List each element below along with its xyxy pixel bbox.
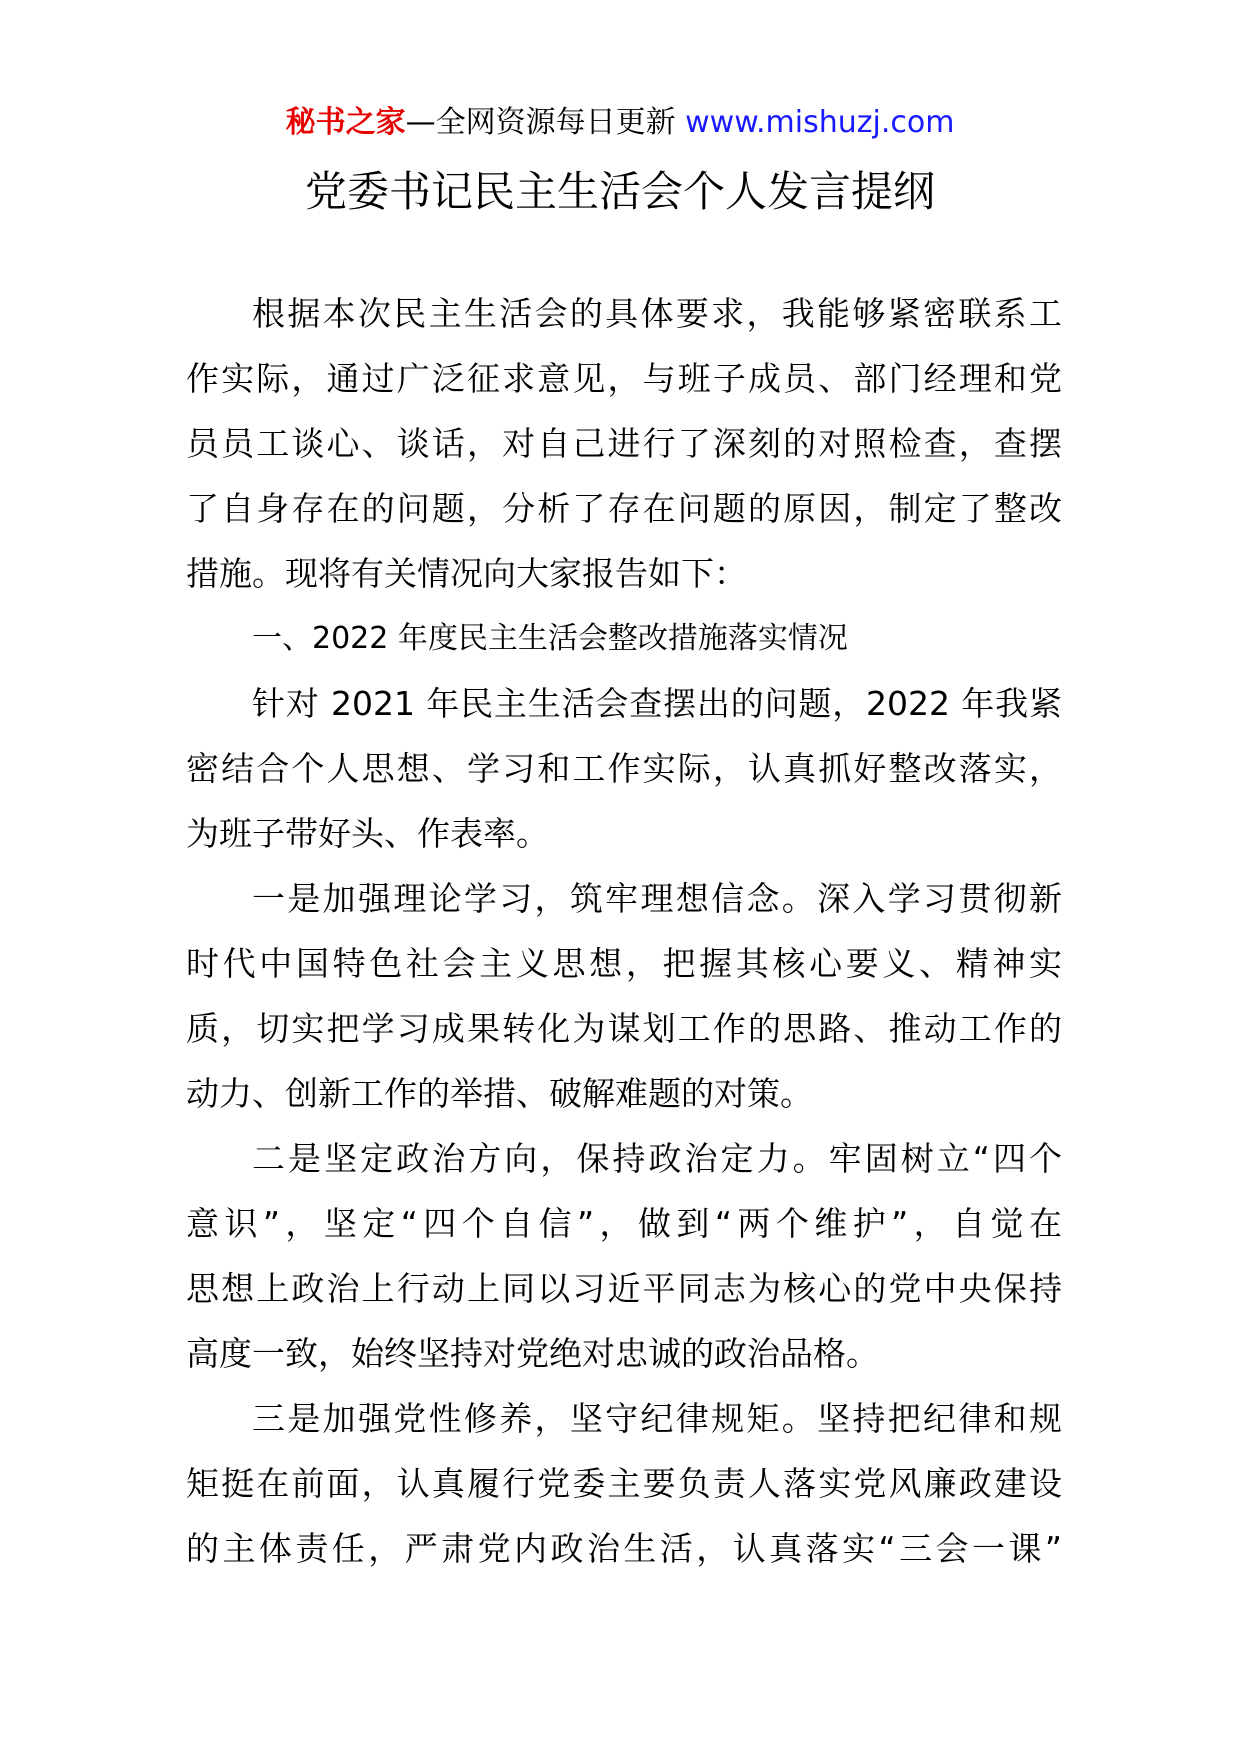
paragraph-line: 意识”，坚定“四个自信”，做到“两个维护”，自觉在 [186, 1204, 1062, 1243]
site-header [0, 103, 1240, 143]
paragraph-line: 员员工谈心、谈话，对自己进行了深刻的对照检查，查摆 [186, 424, 1062, 463]
paragraph-line: 为班子带好头、作表率。 [186, 814, 549, 853]
paragraph-line: 三是加强党性修养，坚守纪律规矩。坚持把纪律和规 [252, 1399, 1062, 1438]
paragraph-line: 二是坚定政治方向，保持政治定力。牢固树立“四个 [252, 1139, 1062, 1178]
paragraph-line: 动力、创新工作的举措、破解难题的对策。 [186, 1074, 813, 1113]
paragraph-line: 的主体责任，严肃党内政治生活，认真落实“三会一课” [186, 1529, 1062, 1568]
site-tagline: —全网资源每日更新 [405, 105, 686, 140]
document-body [186, 292, 1062, 1592]
paragraph-line: 矩挺在前面，认真履行党委主要负责人落实党风廉政建设 [186, 1464, 1062, 1503]
paragraph-line: 质，切实把学习成果转化为谋划工作的思路、推动工作的 [186, 1009, 1062, 1048]
paragraph-line: 时代中国特色社会主义思想，把握其核心要义、精神实 [186, 944, 1062, 983]
paragraph-line: 作实际，通过广泛征求意见，与班子成员、部门经理和党 [186, 359, 1062, 398]
paragraph-line: 思想上政治上行动上同以习近平同志为核心的党中央保持 [186, 1269, 1062, 1308]
site-url-link[interactable]: www.mishuzj.com [685, 105, 955, 140]
paragraph-line: 措施。现将有关情况向大家报告如下： [186, 554, 747, 593]
section-heading: 一、2022 年度民主生活会整改措施落实情况 [252, 621, 848, 656]
paragraph-line: 针对 2021 年民主生活会查摆出的问题，2022 年我紧 [252, 684, 1062, 723]
paragraph-line: 根据本次民主生活会的具体要求，我能够紧密联系工 [252, 294, 1062, 333]
document-title: 党委书记民主生活会个人发言提纲 [304, 167, 935, 216]
paragraph-line: 一是加强理论学习，筑牢理想信念。深入学习贯彻新 [252, 879, 1062, 918]
paragraph-line: 高度一致，始终坚持对党绝对忠诚的政治品格。 [186, 1334, 879, 1373]
site-brand: 秘书之家 [285, 105, 406, 140]
paragraph-line: 密结合个人思想、学习和工作实际，认真抓好整改落实， [186, 749, 1062, 788]
paragraph-line: 了自身存在的问题，分析了存在问题的原因，制定了整改 [186, 489, 1062, 528]
